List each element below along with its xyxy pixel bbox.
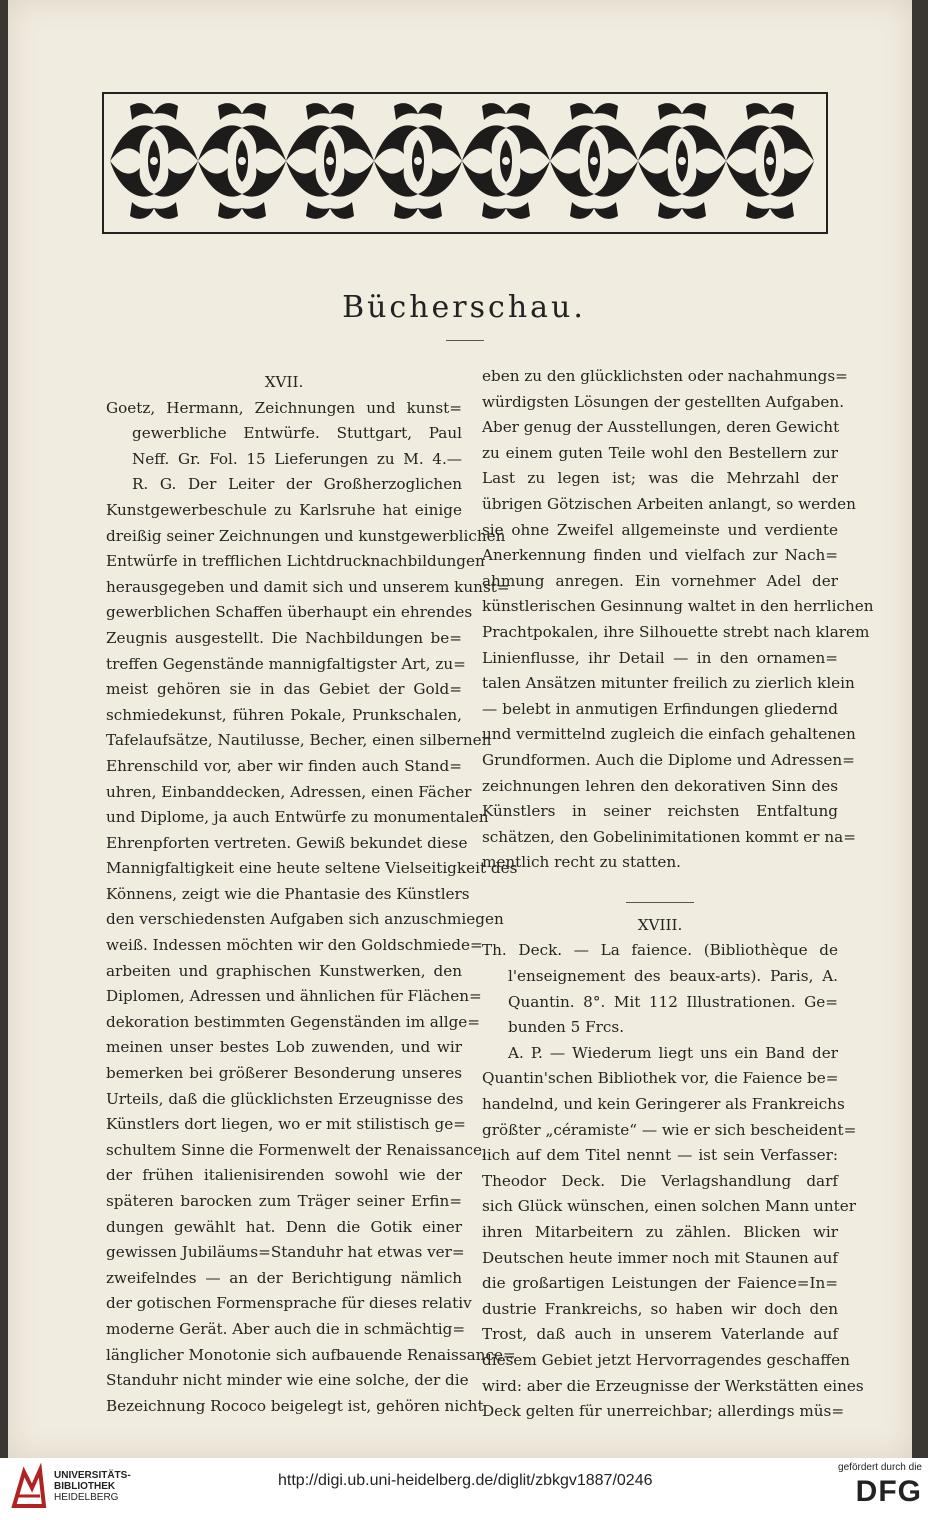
text-line: Trost, daß auch in unserem Vaterlande auf: [482, 1325, 838, 1344]
text-line: Standuhr nicht minder wie eine solche, der die: [106, 1371, 469, 1390]
text-line: Ehrenpforten vertreten. Gewiß bekundet diese: [106, 833, 468, 852]
text-line: sie ohne Zweifel allgemeinste und verdiente: [482, 520, 838, 539]
text-line: der gotischen Formensprache für dieses relativ: [106, 1294, 472, 1313]
text-line: Künstlers dort liegen, wo er mit stilistisch ge=: [106, 1115, 466, 1134]
text-line: Könnens, zeigt wie die Phantasie des Künstlers: [106, 884, 470, 903]
text-line: l'enseignement des beaux-arts). Paris, A.: [508, 967, 838, 986]
text-line: Deck gelten für unerreichbar; allerdings müs=: [482, 1402, 845, 1421]
logo-line: HEIDELBERG: [54, 1492, 119, 1503]
text-line: sich Glück wünschen, einen solchen Mann unter: [482, 1197, 856, 1216]
text-line: dungen gewählt hat. Denn die Gotik einer: [106, 1217, 462, 1236]
text-line: wird: aber die Erzeugnisse der Werkstätten eines: [482, 1376, 864, 1395]
text-line: bunden 5 Frcs.: [508, 1018, 625, 1037]
text-line: gewissen Jubiläums=Standuhr hat etwas ver=: [106, 1243, 465, 1262]
text-line: größter „céramiste“ — wie er sich bescheident=: [482, 1120, 857, 1139]
text-line: handelnd, und kein Geringerer als Frankreichs: [482, 1095, 845, 1114]
section-spacer: [482, 876, 838, 902]
text-line: herausgegeben und damit sich und unserem kunst=: [106, 577, 510, 596]
text-line: Entwürfe in trefflichen Lichtdrucknachbildungen: [106, 552, 485, 571]
logo-line: BIBLIOTHEK: [54, 1481, 116, 1492]
text-line: künstlerischen Gesinnung waltet in den herrlichen: [482, 597, 874, 616]
left-column: [106, 370, 518, 1419]
text-line: Ehrenschild vor, aber wir finden auch Stand=: [106, 756, 462, 775]
logo-line: UNIVERSITÄTS-: [54, 1470, 131, 1481]
text-line: übrigen Götzischen Arbeiten anlangt, so werden: [482, 494, 856, 513]
text-line: zu einem guten Teile wohl den Bestellern zur: [482, 443, 838, 462]
text-line: ahmung anregen. Ein vornehmer Adel der: [482, 571, 838, 590]
section-number-xvii: XVII.: [264, 373, 304, 391]
text-line: Anerkennung finden und vielfach zur Nach=: [482, 546, 838, 565]
dfg-wordmark: DFG: [855, 1475, 922, 1508]
text-line: talen Ansätzen mitunter freilich zu zierlich klein: [482, 674, 855, 693]
text-line: Quantin'schen Bibliothek vor, die Faience be=: [482, 1069, 839, 1088]
text-line: meist gehören sie in das Gebiet der Gold=: [106, 680, 462, 699]
text-line: dustrie Frankreichs, so haben wir doch den: [482, 1299, 838, 1318]
heidelberg-lion-icon: [10, 1466, 48, 1512]
text-line: Theodor Deck. Die Verlagshandlung darf: [482, 1171, 838, 1190]
text-line: schmiedekunst, führen Pokale, Prunkschalen,: [106, 705, 462, 724]
text-line: Grundformen. Auch die Diplome und Adressen=: [482, 750, 855, 769]
permalink-url[interactable]: http://digi.ub.uni-heidelberg.de/diglit/zbkgv1887/0246: [278, 1472, 653, 1489]
text-line: Prachtpokalen, ihre Silhouette strebt nach klarem: [482, 622, 870, 641]
text-line: Neff. Gr. Fol. 15 Lieferungen zu M. 4.—: [132, 449, 462, 468]
text-line: bemerken bei größerer Besonderung unseres: [106, 1064, 462, 1083]
text-line: späteren barocken zum Träger seiner Erfin=: [106, 1192, 462, 1210]
text-line: länglicher Monotonie sich aufbauende Renaissance=: [106, 1345, 516, 1364]
text-line: Kunstgewerbeschule zu Karlsruhe hat einige: [106, 500, 462, 519]
text-line: Tafelaufsätze, Nautilusse, Becher, einen silbernen: [106, 731, 492, 750]
page-title: Bücherschau.: [342, 290, 586, 325]
section-divider: [626, 902, 694, 903]
text-line: und vermittelnd zugleich die einfach gehaltenen: [482, 725, 856, 744]
title-divider: [446, 340, 484, 341]
right-column: [482, 364, 874, 1425]
text-line: den verschiedensten Aufgaben sich anzuschmiegen: [106, 910, 504, 929]
text-line: lich auf dem Titel nennt — ist sein Verfasser:: [482, 1146, 838, 1165]
library-logo[interactable]: [10, 1466, 140, 1512]
text-line: Bezeichnung Rococo beigelegt ist, gehören nicht: [106, 1396, 484, 1415]
text-line: Goetz, Hermann, Zeichnungen und kunst=: [106, 398, 462, 417]
text-line: moderne Gerät. Aber auch die in schmächtig=: [106, 1319, 466, 1338]
text-line: Th. Deck. — La faience. (Bibliothèque de: [482, 941, 838, 960]
text-line: Diplomen, Adressen und ähnlichen für Flächen=: [106, 987, 482, 1006]
text-line: Künstlers in seiner reichsten Entfaltung: [482, 802, 838, 821]
text-line: zweifelndes — an der Berichtigung nämlich: [106, 1268, 462, 1287]
text-line: Zeugnis ausgestellt. Die Nachbildungen be=: [106, 628, 462, 647]
text-line: Urteils, daß die glücklichsten Erzeugnisse des: [106, 1089, 464, 1108]
text-line: A. P. — Wiederum liegt uns ein Band der: [508, 1043, 838, 1062]
text-line: schultem Sinne die Formenwelt der Renaissance,: [106, 1140, 487, 1159]
text-line: die großartigen Leistungen der Faience=In=: [482, 1274, 838, 1293]
text-line: Last zu legen ist; was die Mehrzahl der: [482, 469, 838, 488]
library-name: [54, 1470, 131, 1503]
ornamental-header-band: [102, 92, 828, 234]
sponsor-caption: gefördert durch die: [838, 1462, 922, 1473]
text-line: Aber genug der Ausstellungen, deren Gewicht: [482, 418, 840, 437]
text-line: Mannigfaltigkeit eine heute seltene Vielseitigkeit des: [106, 859, 518, 878]
text-line: meinen unser bestes Lob zuwenden, und wir: [106, 1038, 462, 1057]
text-line: treffen Gegenstände mannigfaltigster Art, zu=: [106, 654, 466, 673]
arabesque-ornament-icon: [110, 100, 816, 222]
text-line: dekoration bestimmten Gegenständen im allge=: [106, 1012, 481, 1031]
text-line: diesem Gebiet jetzt Hervorragendes geschaffen: [482, 1350, 850, 1369]
text-line: gewerblichen Schaffen überhaupt ein ehrendes: [106, 603, 473, 622]
text-line: eben zu den glücklichsten oder nachahmungs=: [482, 367, 848, 385]
text-line: gewerbliche Entwürfe. Stuttgart, Paul: [132, 424, 462, 443]
text-line: zeichnungen lehren den dekorativen Sinn des: [482, 776, 838, 795]
text-line: und Diplome, ja auch Entwürfe zu monumentalen: [106, 808, 489, 827]
text-line: mentlich recht zu statten.: [482, 853, 681, 872]
text-line: arbeiten und graphischen Kunstwerken, den: [106, 961, 462, 980]
text-line: dreißig seiner Zeichnungen und kunstgewerblichen: [106, 526, 506, 545]
text-line: schätzen, den Gobelinimitationen kommt er na=: [482, 827, 856, 846]
text-line: würdigsten Lösungen der gestellten Aufgaben.: [482, 392, 845, 411]
dfg-logo[interactable]: [826, 1462, 922, 1518]
text-line: uhren, Einbanddecken, Adressen, einen Fächer: [106, 782, 472, 801]
text-line: Linienflusse, ihr Detail — in den ornamen=: [482, 648, 838, 667]
text-line: ihren Mitarbeitern zu zählen. Blicken wir: [482, 1223, 838, 1241]
text-line: weiß. Indessen möchten wir den Goldschmiede=: [106, 936, 483, 955]
text-line: R. G. Der Leiter der Großherzoglichen: [132, 475, 462, 494]
text-line: Deutschen heute immer noch mit Staunen auf: [482, 1248, 838, 1267]
text-line: Quantin. 8°. Mit 112 Illustrationen. Ge=: [508, 992, 838, 1011]
section-number-xviii: XVIII.: [637, 915, 683, 934]
text-line: der frühen italienisirenden sowohl wie der: [106, 1166, 462, 1185]
text-line: — belebt in anmutigen Erfindungen gliedernd: [482, 699, 838, 718]
